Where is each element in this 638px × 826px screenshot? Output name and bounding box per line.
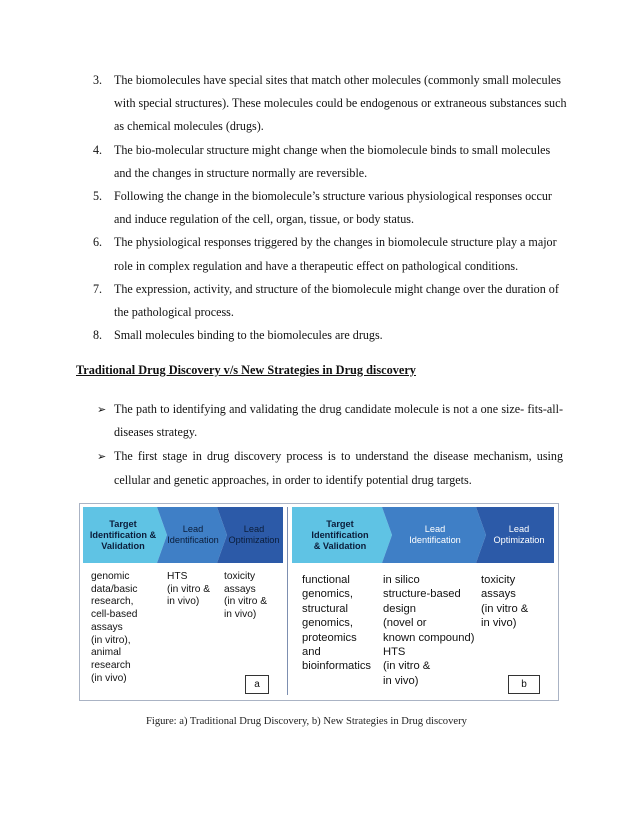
arrow-bullet-icon: ➢ xyxy=(97,450,107,464)
stage-target-identification: Target Identification & Validation xyxy=(311,518,369,551)
figure-caption: Figure: a) Traditional Drug Discovery, b) New Strategies in Drug discovery xyxy=(146,716,467,727)
drug-discovery-figure xyxy=(79,503,559,701)
stage-lead-optimization: Lead Optimization xyxy=(228,524,280,545)
stage-arrow-bar xyxy=(83,507,283,563)
section-heading: Traditional Drug Discovery v/s New Strategies in Drug discovery xyxy=(76,363,416,377)
panel-new-strategies xyxy=(292,507,554,695)
list-item: ➢ The first stage in drug discovery process is to understand the disease mechanism, using cellular and genetic approaches, in order to identify potential drug targets. xyxy=(97,445,563,491)
column-lead-identification: in silico structure-based design (novel or known compound) HTS (in vitro & in vivo) xyxy=(383,574,475,687)
panel-divider xyxy=(287,507,288,695)
column-target: functional genomics, structural genomics, proteomics and bioinformatics xyxy=(302,574,372,673)
column-lead-optimization: toxicity assays (in vitro & in vivo) xyxy=(224,571,268,621)
stage-arrow-bar xyxy=(292,507,554,563)
column-lead-optimization: toxicity assays (in vitro & in vivo) xyxy=(481,574,529,630)
list-item: 4. The bio-molecular structure might change when the biomolecule binds to small molecules and the changes in structure normally are reversible. xyxy=(93,142,551,180)
numbered-list xyxy=(93,69,568,347)
panel-label-b: b xyxy=(508,675,540,694)
bullet-list xyxy=(97,398,563,493)
stage-target-identification: Target Identification & Validation xyxy=(89,518,157,551)
stage-lead-identification: Lead Identification xyxy=(167,524,219,545)
list-item: 3. The biomolecules have special sites that match other molecules (commonly small molecules with special structures). These molecules could be endogenous or extraneous substances such as chemical molecules (drugs). xyxy=(93,73,567,134)
panel-label-a: a xyxy=(245,675,269,694)
stage-lead-identification: Lead Identification xyxy=(409,524,461,545)
list-item: 6. The physiological responses triggered by the changes in biomolecule structure play a major role in complex regulation and have a therapeutic effect on pathological conditions. xyxy=(93,235,557,273)
list-item: ➢ The path to identifying and validating the drug candidate molecule is not a one size- fits-all-diseases strategy. xyxy=(97,398,563,444)
column-target: genomic data/basic research, cell-based assays (in vitro), animal research (in vivo) xyxy=(91,571,138,684)
list-item: 5. Following the change in the biomolecule’s structure various physiological responses occur and induce regulation of the cell, organ, tissue, or body status. xyxy=(93,189,552,227)
panel-traditional xyxy=(83,507,283,695)
list-item: 7. The expression, activity, and structure of the biomolecule might change over the duration of the pathological process. xyxy=(93,281,559,320)
stage-lead-optimization: Lead Optimization xyxy=(493,524,545,545)
list-item: 8. Small molecules binding to the biomolecules are drugs. xyxy=(93,328,383,343)
column-lead-identification: HTS (in vitro & in vivo) xyxy=(167,571,211,608)
arrow-bullet-icon: ➢ xyxy=(97,403,107,416)
